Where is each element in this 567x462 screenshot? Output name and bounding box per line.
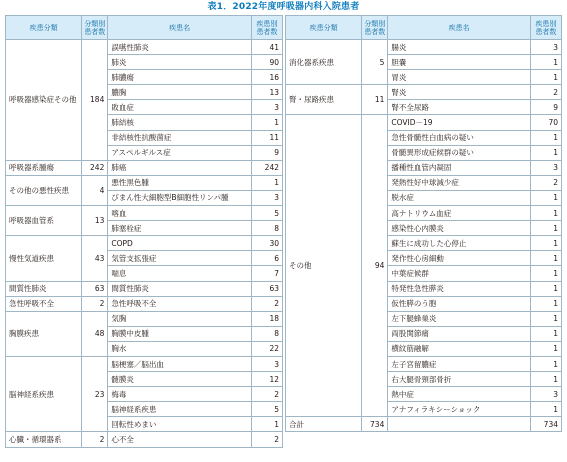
disease-name-cell: 敗血症 (108, 100, 252, 115)
category-cell: 消化器系疾患 (286, 40, 362, 85)
table-row (6, 311, 283, 326)
disease-count-cell: 1 (530, 356, 561, 371)
disease-count-cell: 16 (251, 70, 282, 85)
disease-name-cell: 気胸 (108, 311, 252, 326)
disease-count-cell: 90 (251, 55, 282, 70)
disease-count-cell: 11 (251, 130, 282, 145)
disease-count-cell: 2 (251, 432, 282, 447)
total-disease-count: 734 (530, 417, 561, 432)
category-cell: その他の悪性疾患 (6, 175, 82, 205)
category-count-cell: 2 (82, 296, 108, 311)
disease-name-cell: 胃炎 (388, 70, 531, 85)
disease-name-cell: 肺塞栓症 (108, 221, 252, 236)
category-count-cell: 5 (362, 40, 388, 85)
category-cell: 急性呼吸不全 (6, 296, 82, 311)
disease-name-cell: COVID－19 (388, 115, 531, 130)
disease-name-cell: 腸炎 (388, 40, 531, 55)
disease-name-cell: 中葉症候群 (388, 266, 531, 281)
disease-count-cell: 5 (251, 402, 282, 417)
disease-count-cell: 3 (530, 387, 561, 402)
disease-name-cell: 蘇生に成功した心停止 (388, 236, 531, 251)
header-row (286, 16, 562, 40)
disease-count-cell: 6 (251, 251, 282, 266)
disease-count-cell: 2 (530, 85, 561, 100)
disease-count-cell: 2 (251, 296, 282, 311)
table-caption: 表1．2022年度呼吸器内科入院患者 (207, 2, 360, 12)
disease-name-cell: アスペルギルス症 (108, 145, 252, 160)
disease-name-cell: 両股関節痛 (388, 326, 531, 341)
disease-name-cell: 肺炎 (108, 55, 252, 70)
disease-count-cell: 1 (530, 190, 561, 205)
disease-name-cell: 発作性心房細動 (388, 251, 531, 266)
disease-name-cell: 急性呼吸不全 (108, 296, 252, 311)
disease-count-cell: 3 (251, 356, 282, 371)
table-row (6, 206, 283, 221)
disease-name-cell: 脳梗塞／脳出血 (108, 356, 252, 371)
disease-count-cell: 3 (530, 40, 561, 55)
category-cell: 心臓・循環器系 (6, 432, 82, 447)
header-row (6, 16, 283, 40)
disease-count-cell: 22 (251, 341, 282, 356)
header-disease-count: 疾患別 患者数 (530, 16, 561, 40)
category-cell: 腎・尿路疾患 (286, 85, 362, 115)
disease-name-cell: 特発性急性膵炎 (388, 281, 531, 296)
disease-name-cell: 胆嚢 (388, 55, 531, 70)
disease-count-cell: 41 (251, 40, 282, 55)
header-category: 疾患分類 (286, 16, 362, 40)
category-cell: 慢性気道疾患 (6, 236, 82, 281)
category-count-cell: 4 (82, 175, 108, 205)
disease-count-cell: 1 (251, 417, 282, 432)
disease-count-cell: 70 (530, 115, 561, 130)
disease-name-cell: 急性骨髄性白血病の疑い (388, 130, 531, 145)
inpatient-table-left (5, 15, 283, 448)
disease-name-cell: 肺結核 (108, 115, 252, 130)
disease-name-cell: 腎不全尿路 (388, 100, 531, 115)
header-category: 疾患分類 (6, 16, 82, 40)
disease-count-cell: 1 (530, 236, 561, 251)
disease-count-cell: 63 (251, 281, 282, 296)
disease-name-cell: 熱中症 (388, 387, 531, 402)
total-category-count: 734 (362, 417, 388, 432)
category-count-cell: 2 (82, 432, 108, 447)
disease-name-cell: 回転性めまい (108, 417, 252, 432)
disease-name-cell: 肺膿瘍 (108, 70, 252, 85)
total-blank-cell (388, 417, 531, 432)
category-cell: 間質性肺炎 (6, 281, 82, 296)
disease-name-cell: 梅毒 (108, 387, 252, 402)
disease-count-cell: 5 (251, 206, 282, 221)
disease-name-cell: びまん性大細胞型B細胞性リンパ腫 (108, 190, 252, 205)
table-row (286, 40, 562, 55)
total-row (286, 417, 562, 432)
disease-name-cell: 胸膜中皮腫 (108, 326, 252, 341)
disease-count-cell: 1 (251, 115, 282, 130)
table-row (286, 115, 562, 130)
table-row (6, 296, 283, 311)
disease-name-cell: 髄膜炎 (108, 372, 252, 387)
disease-count-cell: 1 (530, 326, 561, 341)
disease-count-cell: 1 (530, 296, 561, 311)
category-count-cell: 43 (82, 236, 108, 281)
category-count-cell: 242 (82, 160, 108, 175)
category-cell: その他 (286, 115, 362, 417)
disease-name-cell: 右大腿骨頸部骨折 (388, 372, 531, 387)
disease-count-cell: 8 (251, 326, 282, 341)
disease-name-cell: 胸水 (108, 341, 252, 356)
table-row (6, 281, 283, 296)
disease-count-cell: 3 (251, 100, 282, 115)
header-disease: 疾患名 (388, 16, 531, 40)
disease-name-cell: 誤嚥性肺炎 (108, 40, 252, 55)
disease-count-cell: 1 (251, 175, 282, 190)
disease-name-cell: 感染性心内膜炎 (388, 221, 531, 236)
disease-count-cell: 1 (530, 70, 561, 85)
disease-count-cell: 1 (530, 266, 561, 281)
disease-name-cell: 非結核性抗酸菌症 (108, 130, 252, 145)
disease-name-cell: 左下腿蜂巣炎 (388, 311, 531, 326)
table-row (6, 175, 283, 190)
disease-name-cell: 左子宮留膿症 (388, 356, 531, 371)
disease-name-cell: 高ナトリウム血症 (388, 206, 531, 221)
disease-name-cell: 喘息 (108, 266, 252, 281)
disease-count-cell: 13 (251, 85, 282, 100)
category-count-cell: 184 (82, 40, 108, 161)
category-cell: 呼吸器感染症その他 (6, 40, 82, 161)
table-row (286, 85, 562, 100)
disease-name-cell: 腎炎 (388, 85, 531, 100)
category-cell: 呼吸器系腫瘍 (6, 160, 82, 175)
disease-count-cell: 2 (530, 175, 561, 190)
disease-name-cell: アナフィラキシーショック (388, 402, 531, 417)
disease-count-cell: 1 (530, 341, 561, 356)
disease-count-cell: 9 (530, 100, 561, 115)
disease-name-cell: 横紋筋融解 (388, 341, 531, 356)
category-cell: 胸膜疾患 (6, 311, 82, 356)
disease-count-cell: 3 (251, 190, 282, 205)
category-count-cell: 94 (362, 115, 388, 417)
disease-count-cell: 1 (530, 206, 561, 221)
disease-name-cell: 膿胸 (108, 85, 252, 100)
disease-name-cell: 間質性肺炎 (108, 281, 252, 296)
disease-name-cell: 発熱性好中球減少症 (388, 175, 531, 190)
disease-count-cell: 7 (251, 266, 282, 281)
disease-name-cell: 心不全 (108, 432, 252, 447)
disease-name-cell: 気管支拡張症 (108, 251, 252, 266)
header-category-count: 分類別 患者数 (82, 16, 108, 40)
disease-count-cell: 8 (251, 221, 282, 236)
category-count-cell: 11 (362, 85, 388, 115)
table-row (6, 160, 283, 175)
table-row (6, 356, 283, 371)
disease-name-cell: 肺癌 (108, 160, 252, 175)
header-disease-count: 疾患別 患者数 (251, 16, 282, 40)
table-row (6, 432, 283, 447)
table-row (6, 236, 283, 251)
disease-count-cell: 9 (251, 145, 282, 160)
category-cell: 呼吸器血管系 (6, 206, 82, 236)
disease-count-cell: 1 (530, 221, 561, 236)
disease-name-cell: COPD (108, 236, 252, 251)
disease-name-cell: 喀血 (108, 206, 252, 221)
category-count-cell: 13 (82, 206, 108, 236)
disease-name-cell: 脱水症 (388, 190, 531, 205)
disease-count-cell: 2 (251, 387, 282, 402)
disease-count-cell: 30 (251, 236, 282, 251)
disease-count-cell: 1 (530, 311, 561, 326)
category-count-cell: 23 (82, 356, 108, 431)
disease-count-cell: 1 (530, 55, 561, 70)
disease-count-cell: 1 (530, 130, 561, 145)
disease-count-cell: 1 (530, 145, 561, 160)
category-count-cell: 48 (82, 311, 108, 356)
total-label: 合計 (286, 417, 362, 432)
inpatient-table-right (285, 15, 562, 432)
disease-count-cell: 18 (251, 311, 282, 326)
disease-count-cell: 1 (530, 281, 561, 296)
disease-name-cell: 仮性膵のう胞 (388, 296, 531, 311)
disease-count-cell: 12 (251, 372, 282, 387)
disease-name-cell: 骨髄異形成症候群の疑い (388, 145, 531, 160)
category-count-cell: 63 (82, 281, 108, 296)
disease-count-cell: 1 (530, 372, 561, 387)
disease-count-cell: 3 (530, 160, 561, 175)
disease-name-cell: 播種性血管内凝固 (388, 160, 531, 175)
header-disease: 疾患名 (108, 16, 252, 40)
disease-count-cell: 1 (530, 251, 561, 266)
header-category-count: 分類別 患者数 (362, 16, 388, 40)
disease-count-cell: 1 (530, 402, 561, 417)
table-row (6, 40, 283, 55)
disease-name-cell: 脳神経系疾患 (108, 402, 252, 417)
disease-count-cell: 242 (251, 160, 282, 175)
disease-name-cell: 悪性黒色腫 (108, 175, 252, 190)
category-cell: 脳神経系疾患 (6, 356, 82, 431)
